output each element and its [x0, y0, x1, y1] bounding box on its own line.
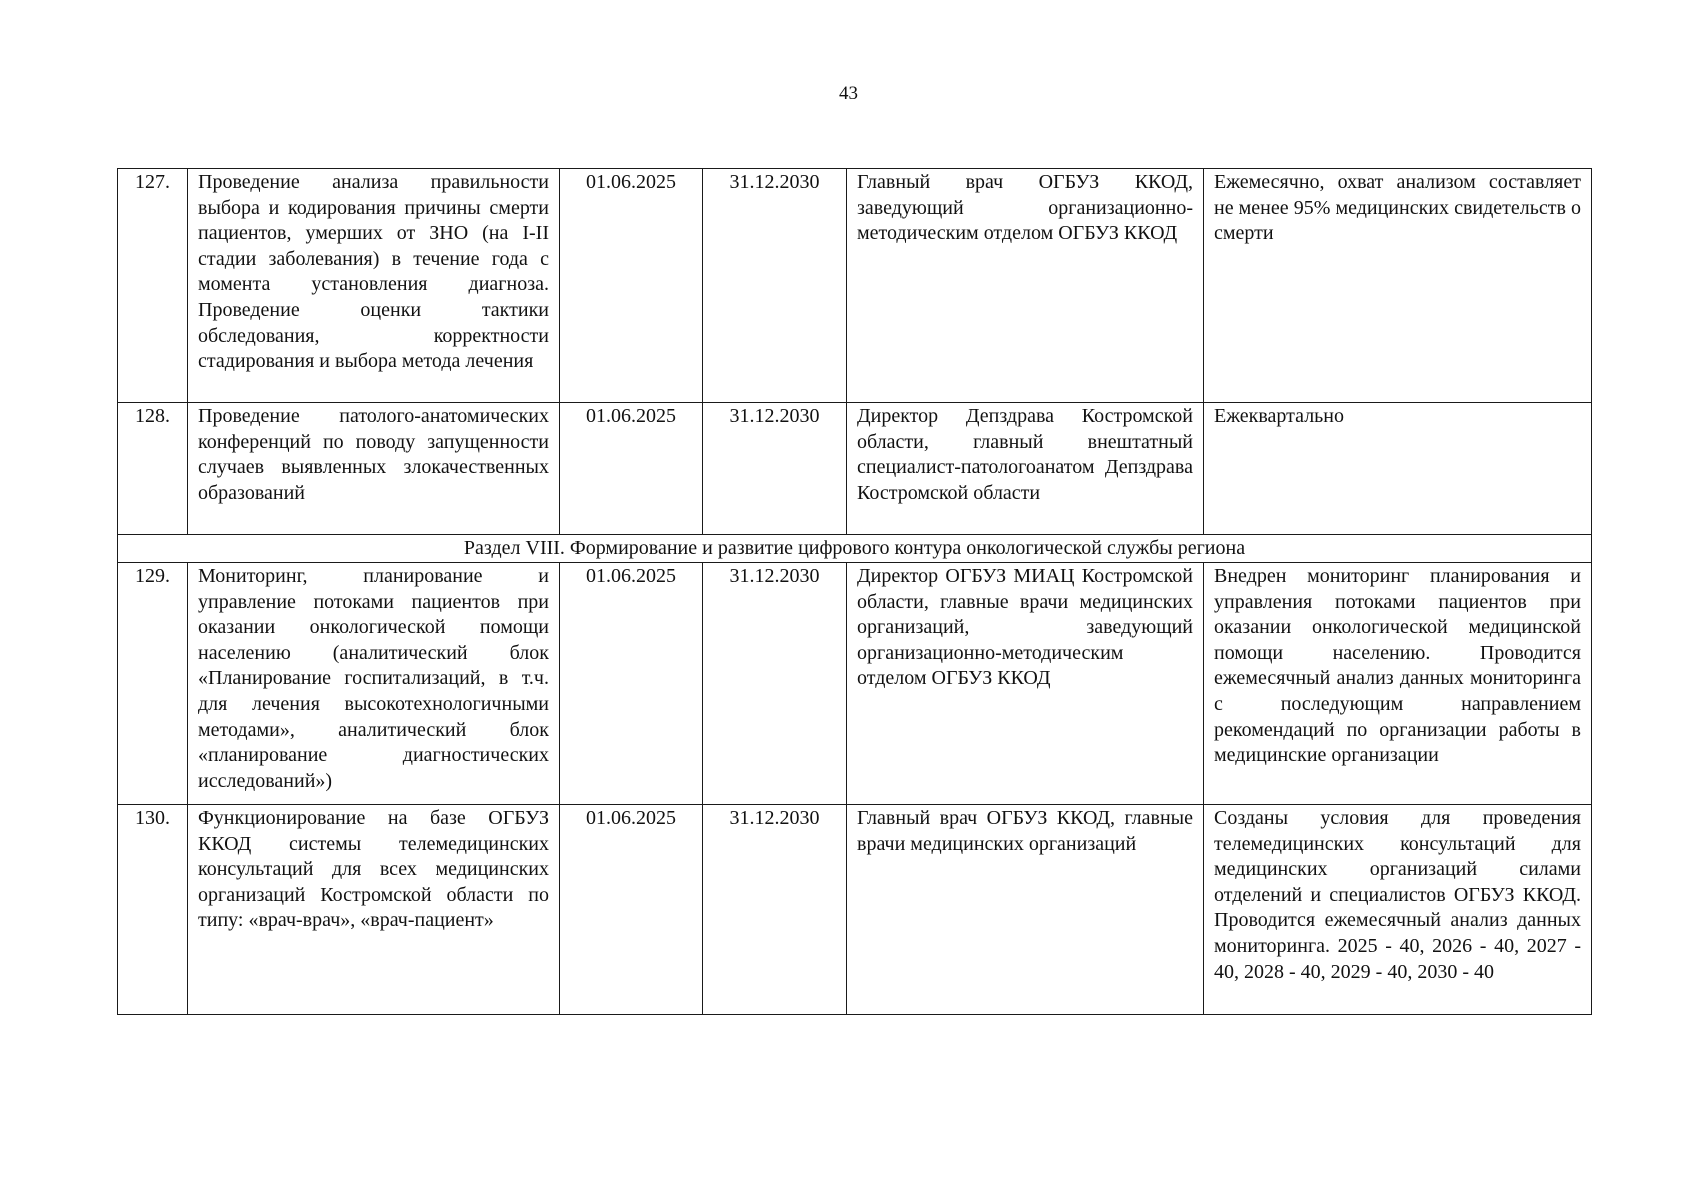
table-row-129: [118, 563, 1592, 805]
section-row: [118, 535, 1592, 563]
responsible-text: Главный врач ОГБУЗ ККОД, заведующий организационно-методическим отделом ОГБУЗ ККОД: [847, 169, 1204, 403]
start-date: 01.06.2025: [560, 169, 703, 403]
row-number: 129.: [118, 563, 188, 805]
end-date: 31.12.2030: [703, 169, 847, 403]
row-number: 130.: [118, 805, 188, 1015]
activity-text: Проведение анализа правильности выбора и кодирования причины смерти пациентов, умерших от ЗНО (на I-II стадии заболевания) в течение года с момента установления диагноза. Проведение оценки тактики обследования, корректности стадирования и выбора метода лечения: [188, 169, 560, 403]
responsible-text: Директор Депздрава Костромской области, главный внештатный специалист-патологоанатом Депздрава Костромской области: [847, 403, 1204, 535]
start-date: 01.06.2025: [560, 403, 703, 535]
result-text: Внедрен мониторинг планирования и управления потоками пациентов при оказании онкологической медицинской помощи населению. Проводится ежемесячный анализ данных мониторинга с последующим направлением рекомендаций по организации работы в медицинские организации: [1204, 563, 1592, 805]
activity-text: Проведение патолого-анатомических конференций по поводу запущенности случаев выявленных злокачественных образований: [188, 403, 560, 535]
result-text: Ежемесячно, охват анализом составляет не менее 95% медицинских свидетельств о смерти: [1204, 169, 1592, 403]
responsible-text: Главный врач ОГБУЗ ККОД, главные врачи медицинских организаций: [847, 805, 1204, 1015]
end-date: 31.12.2030: [703, 563, 847, 805]
section-heading: Раздел VIII. Формирование и развитие цифрового контура онкологической службы региона: [118, 535, 1592, 563]
end-date: 31.12.2030: [703, 805, 847, 1015]
row-number: 128.: [118, 403, 188, 535]
row-number: 127.: [118, 169, 188, 403]
activity-text: Мониторинг, планирование и управление потоками пациентов при оказании онкологической помощи населению (аналитический блок «Планирование госпитализаций, в т.ч. для лечения высокотехнологичными методами», аналитический блок «планирование диагностических исследований»): [188, 563, 560, 805]
activities-table: [117, 168, 1592, 1015]
result-text: Созданы условия для проведения телемедицинских консультаций для медицинских организаций силами отделений и специалистов ОГБУЗ ККОД. Проводится ежемесячный анализ данных мониторинга. 2025 - 40, 2026 - 40, 2027 - 40, 2028 - 40, 2029 - 40, 2030 - 40: [1204, 805, 1592, 1015]
table-row-130: [118, 805, 1592, 1015]
end-date: 31.12.2030: [703, 403, 847, 535]
table-row-127: [118, 169, 1592, 403]
result-text: Ежеквартально: [1204, 403, 1592, 535]
start-date: 01.06.2025: [560, 805, 703, 1015]
page-number: 43: [839, 83, 858, 104]
start-date: 01.06.2025: [560, 563, 703, 805]
activity-text: Функционирование на базе ОГБУЗ ККОД системы телемедицинских консультаций для всех медицинских организаций Костромской области по типу: «врач-врач», «врач-пациент»: [188, 805, 560, 1015]
table-row-128: [118, 403, 1592, 535]
responsible-text: Директор ОГБУЗ МИАЦ Костромской области, главные врачи медицинских организаций, заведующий организационно-методическим отделом ОГБУЗ ККОД: [847, 563, 1204, 805]
